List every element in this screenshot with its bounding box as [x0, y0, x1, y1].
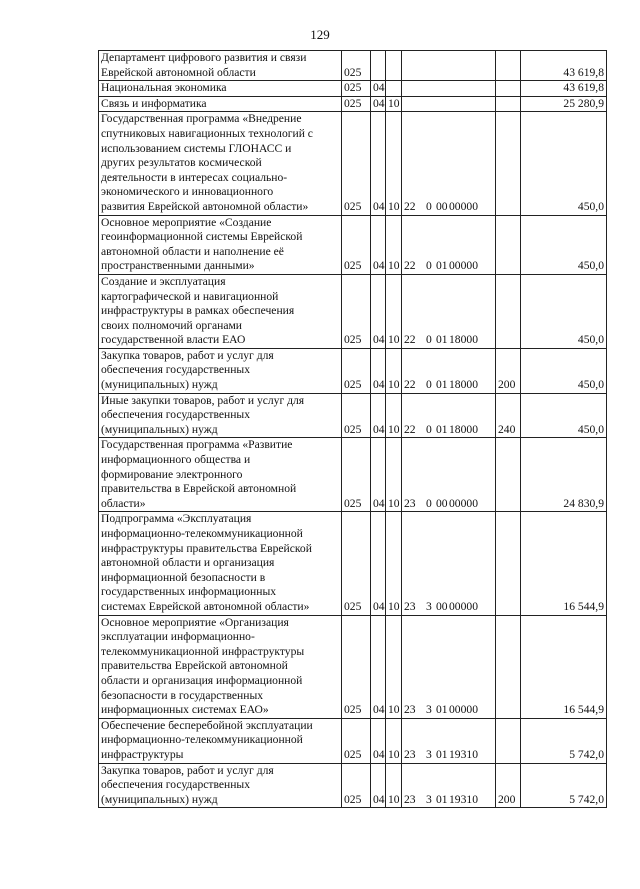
row-name — [99, 348, 342, 393]
code-rz: 04 — [371, 615, 386, 718]
csr-part: 22 — [404, 422, 416, 436]
row-name-line: Национальная экономика — [101, 81, 227, 95]
code-pr — [386, 51, 402, 81]
row-name-line: безопасности в государственных — [101, 688, 264, 702]
csr-part: 3 — [426, 747, 432, 761]
csr-part: 3 — [426, 599, 432, 613]
row-amount: 450,0 — [521, 215, 607, 274]
csr-part: 22 — [404, 199, 416, 213]
row-name-line: правительства Еврейской автономной — [101, 659, 288, 673]
row-name-line: информационного общества и — [101, 453, 251, 467]
row-amount: 24 830,9 — [521, 438, 607, 512]
row-name-line: инфраструктуры правительства Еврейской — [101, 541, 312, 555]
row-name-line: развития Еврейской автономной области» — [101, 199, 309, 213]
code-csr — [402, 718, 496, 763]
code-rz: 04 — [371, 348, 386, 393]
table-row — [99, 763, 607, 808]
code-rz: 04 — [371, 393, 386, 438]
code-csr — [402, 348, 496, 393]
code-rz: 04 — [371, 81, 386, 97]
row-name-line: других результатов космической — [101, 156, 262, 170]
row-name-line: (муниципальных) нужд — [101, 422, 218, 436]
code-glavn: 025 — [342, 215, 371, 274]
csr-part: 0 — [426, 333, 432, 347]
row-name-line: (муниципальных) нужд — [101, 378, 218, 392]
code-vr — [496, 81, 521, 97]
code-csr — [402, 438, 496, 512]
row-name — [99, 512, 342, 615]
csr-part: 22 — [404, 333, 416, 347]
code-glavn: 025 — [342, 438, 371, 512]
code-pr: 10 — [386, 438, 402, 512]
row-name-line: обеспечения государственных — [101, 778, 251, 792]
row-name — [99, 274, 342, 348]
csr-part: 01 — [436, 703, 448, 717]
table-row — [99, 274, 607, 348]
code-pr: 10 — [386, 274, 402, 348]
code-vr — [496, 96, 521, 112]
code-csr — [402, 215, 496, 274]
csr-part: 01 — [436, 422, 448, 436]
row-name-line: автономной области и наполнение её — [101, 244, 284, 258]
code-rz: 04 — [371, 96, 386, 112]
csr-part: 18000 — [449, 333, 478, 347]
row-amount: 16 544,9 — [521, 512, 607, 615]
code-vr — [496, 112, 521, 215]
csr-part: 0 — [426, 496, 432, 510]
csr-part: 00 — [436, 199, 448, 213]
table-row — [99, 615, 607, 718]
code-glavn: 025 — [342, 274, 371, 348]
code-rz: 04 — [371, 215, 386, 274]
table-row — [99, 512, 607, 615]
code-csr — [402, 112, 496, 215]
code-pr: 10 — [386, 96, 402, 112]
code-vr: 200 — [496, 348, 521, 393]
row-name-line: области» — [101, 496, 146, 510]
csr-part: 3 — [426, 703, 432, 717]
row-amount: 43 619,8 — [521, 51, 607, 81]
code-rz: 04 — [371, 763, 386, 808]
table-row — [99, 215, 607, 274]
csr-part: 00000 — [449, 199, 478, 213]
row-amount: 450,0 — [521, 348, 607, 393]
row-name-line: Государственная программа «Развитие — [101, 438, 293, 452]
table-row — [99, 51, 607, 81]
table-row — [99, 96, 607, 112]
csr-part: 23 — [404, 747, 416, 761]
row-name-line: Основное мероприятие «Организация — [101, 615, 289, 629]
csr-part: 01 — [436, 378, 448, 392]
csr-part: 0 — [426, 422, 432, 436]
csr-part: 22 — [404, 378, 416, 392]
row-amount: 16 544,9 — [521, 615, 607, 718]
code-pr: 10 — [386, 215, 402, 274]
row-name-line: Закупка товаров, работ и услуг для — [101, 348, 274, 362]
code-rz: 04 — [371, 438, 386, 512]
row-name — [99, 763, 342, 808]
row-name-line: Еврейской автономной области — [101, 65, 256, 79]
code-glavn: 025 — [342, 96, 371, 112]
row-name-line: формирование электронного — [101, 467, 243, 481]
row-name-line: государственной власти ЕАО — [101, 333, 246, 347]
code-pr — [386, 81, 402, 97]
code-glavn: 025 — [342, 763, 371, 808]
csr-part: 00 — [436, 599, 448, 613]
csr-part: 00000 — [449, 599, 478, 613]
row-name-line: Подпрограмма «Эксплуатация — [101, 512, 252, 526]
row-name-line: инфраструктуры — [101, 747, 184, 761]
csr-part: 3 — [426, 792, 432, 806]
row-name-line: правительства в Еврейской автономной — [101, 482, 297, 496]
code-pr: 10 — [386, 393, 402, 438]
csr-part: 01 — [436, 333, 448, 347]
code-pr: 10 — [386, 512, 402, 615]
code-vr — [496, 512, 521, 615]
csr-part: 00000 — [449, 703, 478, 717]
page-number: 129 — [310, 27, 330, 42]
csr-part: 23 — [404, 599, 416, 613]
row-name-line: телекоммуникационной инфраструктуры — [101, 644, 305, 658]
code-glavn: 025 — [342, 393, 371, 438]
row-name-line: автономной области и организация — [101, 556, 275, 570]
code-csr — [402, 512, 496, 615]
code-glavn: 025 — [342, 81, 371, 97]
csr-part: 22 — [404, 259, 416, 273]
row-amount: 450,0 — [521, 112, 607, 215]
row-name-line: обеспечения государственных — [101, 408, 251, 422]
csr-part: 00000 — [449, 496, 478, 510]
row-amount: 25 280,9 — [521, 96, 607, 112]
code-glavn: 025 — [342, 718, 371, 763]
row-name-line: системах Еврейской автономной области» — [101, 599, 310, 613]
row-name-line: спутниковых навигационных технологий с — [101, 126, 313, 140]
row-name-line: Обеспечение бесперебойной эксплуатации — [101, 718, 313, 732]
code-vr — [496, 51, 521, 81]
row-name-line: информационно-телекоммуникационной — [101, 733, 303, 747]
row-name-line: Департамент цифрового развития и связи — [101, 51, 307, 64]
csr-part: 23 — [404, 703, 416, 717]
code-vr — [496, 215, 521, 274]
csr-part: 0 — [426, 259, 432, 273]
code-vr: 200 — [496, 763, 521, 808]
csr-part: 19310 — [449, 747, 478, 761]
row-name-line: Основное мероприятие «Создание — [101, 215, 272, 229]
row-name-line: эксплуатации информационно- — [101, 630, 255, 644]
row-name — [99, 393, 342, 438]
code-rz: 04 — [371, 274, 386, 348]
row-name — [99, 112, 342, 215]
code-glavn: 025 — [342, 512, 371, 615]
row-amount: 450,0 — [521, 393, 607, 438]
row-name-line: своих полномочий органами — [101, 318, 243, 332]
row-name — [99, 96, 342, 112]
row-name-line: использованием системы ГЛОНАСС и — [101, 141, 292, 155]
code-vr — [496, 438, 521, 512]
table-row — [99, 348, 607, 393]
row-amount: 43 619,8 — [521, 81, 607, 97]
budget-table — [98, 50, 607, 808]
row-name-line: Закупка товаров, работ и услуг для — [101, 763, 274, 777]
code-csr — [402, 615, 496, 718]
table-row — [99, 112, 607, 215]
csr-part: 0 — [426, 378, 432, 392]
row-name-line: пространственными данными» — [101, 259, 255, 273]
row-name-line: Иные закупки товаров, работ и услуг для — [101, 393, 305, 407]
code-rz: 04 — [371, 112, 386, 215]
code-glavn: 025 — [342, 348, 371, 393]
code-pr: 10 — [386, 112, 402, 215]
row-name — [99, 438, 342, 512]
code-rz: 04 — [371, 718, 386, 763]
csr-part: 0 — [426, 199, 432, 213]
csr-part: 18000 — [449, 378, 478, 392]
code-pr: 10 — [386, 348, 402, 393]
code-glavn: 025 — [342, 51, 371, 81]
row-name — [99, 718, 342, 763]
code-pr: 10 — [386, 615, 402, 718]
row-name-line: картографической и навигационной — [101, 289, 279, 303]
row-name-line: инфраструктуры в рамках обеспечения — [101, 304, 295, 318]
row-name-line: Создание и эксплуатация — [101, 274, 226, 288]
csr-part: 01 — [436, 259, 448, 273]
row-name-line: информационной безопасности в — [101, 570, 266, 584]
code-vr: 240 — [496, 393, 521, 438]
row-name-line: области и организация информационной — [101, 673, 303, 687]
row-name — [99, 81, 342, 97]
row-name-line: (муниципальных) нужд — [101, 792, 218, 806]
csr-part: 18000 — [449, 422, 478, 436]
code-csr — [402, 81, 496, 97]
row-name — [99, 615, 342, 718]
row-name-line: Связь и информатика — [101, 96, 207, 110]
row-amount: 450,0 — [521, 274, 607, 348]
csr-part: 19310 — [449, 792, 478, 806]
table-row — [99, 438, 607, 512]
code-glavn: 025 — [342, 615, 371, 718]
row-name-line: обеспечения государственных — [101, 363, 251, 377]
table-row — [99, 81, 607, 97]
code-vr — [496, 718, 521, 763]
row-name-line: информационных системах ЕАО» — [101, 703, 269, 717]
table-row — [99, 718, 607, 763]
code-vr — [496, 274, 521, 348]
row-name — [99, 51, 342, 81]
code-vr — [496, 615, 521, 718]
row-name — [99, 215, 342, 274]
code-rz: 04 — [371, 512, 386, 615]
code-csr — [402, 51, 496, 81]
csr-part: 00 — [436, 496, 448, 510]
csr-part: 00000 — [449, 259, 478, 273]
code-pr: 10 — [386, 718, 402, 763]
code-rz — [371, 51, 386, 81]
row-name-line: информационно-телекоммуникационной — [101, 527, 303, 540]
row-name-line: экономического и инновационного — [101, 185, 274, 199]
code-pr: 10 — [386, 763, 402, 808]
csr-part: 01 — [436, 792, 448, 806]
code-csr — [402, 274, 496, 348]
code-glavn: 025 — [342, 112, 371, 215]
row-name-line: геоинформационной системы Еврейской — [101, 230, 303, 244]
row-name-line: Государственная программа «Внедрение — [101, 112, 302, 126]
csr-part: 23 — [404, 496, 416, 510]
row-name-line: деятельности в интересах социально- — [101, 170, 288, 184]
table-row — [99, 393, 607, 438]
row-amount: 5 742,0 — [521, 718, 607, 763]
code-csr — [402, 763, 496, 808]
code-csr — [402, 96, 496, 112]
row-amount: 5 742,0 — [521, 763, 607, 808]
csr-part: 23 — [404, 792, 416, 806]
code-csr — [402, 393, 496, 438]
csr-part: 01 — [436, 747, 448, 761]
row-name-line: государственных информационных — [101, 585, 277, 599]
